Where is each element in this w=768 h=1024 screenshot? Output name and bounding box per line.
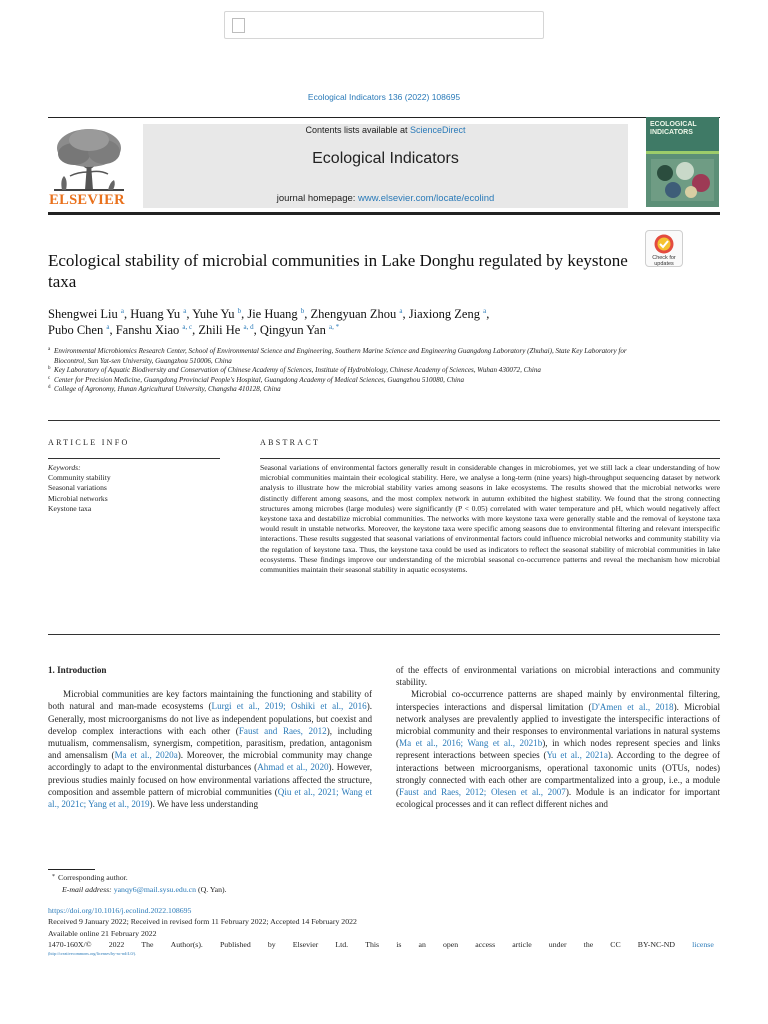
author-name: Jie Huang bbox=[247, 307, 298, 321]
body-text-run: ), in which nodes represent species and links represent interactions between species ( bbox=[396, 738, 720, 761]
sciencedirect-link[interactable]: ScienceDirect bbox=[410, 125, 466, 135]
author-name: Huang Yu bbox=[130, 307, 181, 321]
body-text-run: ). However, previous studies mainly focused on how environmental variations affected the structure, composition and assemble pattern of microbial communities ( bbox=[48, 762, 372, 797]
license-link[interactable]: license bbox=[692, 939, 714, 949]
author-name: Zhili He bbox=[198, 323, 241, 337]
citation-link[interactable]: Yu et al., 2021a bbox=[546, 750, 608, 761]
author-list-line-1: Shengwei Liu $^a$, Huang Yu $^a$, Yuhe Yu $^b$, Jie Huang $^b$, Zhengyuan Zhou $^a$, Jiaxiong Zeng $^a$, bbox=[48, 306, 490, 321]
author-affiliation-marker[interactable]: a bbox=[106, 322, 110, 331]
abstract-heading: ABSTRACT bbox=[260, 438, 321, 447]
affiliation-marker: d bbox=[48, 385, 51, 391]
keyword-item: Community stability bbox=[48, 473, 111, 483]
author-affiliation-marker[interactable]: a, c bbox=[182, 322, 193, 331]
author-name: Yuhe Yu bbox=[192, 307, 235, 321]
citation-link[interactable]: D'Amen et al., 2018 bbox=[591, 701, 674, 712]
author-name: Jiaxiong Zeng bbox=[408, 307, 480, 321]
body-column-left bbox=[48, 664, 372, 810]
author-affiliation-marker[interactable]: b bbox=[237, 306, 242, 315]
affiliation-item bbox=[48, 385, 648, 395]
footnote-rule bbox=[48, 869, 95, 870]
email-label: E-mail address: bbox=[62, 884, 112, 894]
article-info-rule bbox=[48, 458, 220, 459]
license-word: 2022 bbox=[108, 939, 125, 949]
body-text-run: ). Module is an indicator for important ecological processes and it can reflect different niches and bbox=[396, 787, 720, 810]
section-heading-introduction: 1. Introduction bbox=[48, 665, 107, 675]
author-name: Qingyun Yan bbox=[259, 323, 326, 337]
author-list-line-2: Pubo Chen $^a$, Fanshu Xiao $^{a, c}$, Zhili He $^{a, d}$, Qingyun Yan $^{a, *}$ bbox=[48, 322, 340, 337]
author-name: Zhengyuan Zhou bbox=[310, 307, 397, 321]
citation-link[interactable]: Faust and Raes, 2012 bbox=[238, 725, 327, 736]
homepage-prefix: journal homepage: bbox=[276, 193, 359, 204]
citation-link[interactable]: Ma et al., 2016; Wang et al., 2021b bbox=[399, 738, 543, 749]
affiliation-text: Environmental Microbiomics Research Center, School of Environmental Science and Engineering, Southern Marine Science and Engineering Guangdong Laboratory (Zhuhai), State Key Laboratory for Biocontrol, Sun Yat-sen University, Guangzhou 510006, China bbox=[54, 347, 627, 365]
license-word: under bbox=[548, 939, 567, 949]
keywords-heading: Keywords: bbox=[48, 463, 81, 472]
keyword-item: Keystone taxa bbox=[48, 503, 92, 513]
cover-photo-icon bbox=[651, 159, 714, 201]
body-column-right bbox=[396, 664, 720, 810]
article-info-heading: ARTICLE INFO bbox=[48, 438, 130, 447]
body-text-run: Microbial communities are key factors maintaining the functioning and stability of both natural and man-made ecosystems ( bbox=[48, 689, 372, 712]
journal-name: Ecological Indicators bbox=[312, 150, 459, 167]
available-online-date: Available online 21 February 2022 bbox=[48, 928, 157, 938]
author-affiliation-marker[interactable]: a bbox=[483, 306, 487, 315]
abstract-end-rule bbox=[48, 634, 720, 635]
body-text-run: Microbial co-occurrence patterns are shaped mainly by environmental filtering, interspecies interactions and dispersal limitation ( bbox=[396, 689, 720, 712]
body-text-run: ). We have less understanding bbox=[149, 799, 258, 810]
license-word: BY-NC-ND bbox=[637, 939, 676, 949]
affiliation-marker: b bbox=[48, 366, 51, 372]
author-affiliation-marker[interactable]: a, * bbox=[328, 322, 340, 331]
corresponding-author-label: Corresponding author. bbox=[58, 873, 128, 882]
license-url-link[interactable]: (http://creativecommons.org/licenses/by-nc-nd/4.0/). bbox=[48, 951, 137, 957]
affiliation-item bbox=[48, 347, 648, 366]
license-word: by bbox=[267, 939, 276, 949]
cover-stripe bbox=[646, 151, 719, 154]
journal-homepage-line bbox=[143, 193, 628, 204]
intro-paragraph-1 bbox=[48, 688, 372, 810]
affiliations bbox=[48, 347, 648, 395]
check-updates-label: Check for updates bbox=[652, 255, 676, 267]
contents-prefix: Contents lists available at bbox=[305, 125, 411, 135]
license-word: Elsevier bbox=[292, 939, 319, 949]
publisher-logo-text: ELSEVIER bbox=[49, 192, 125, 208]
corresponding-author-note bbox=[52, 872, 458, 884]
keyword-item: Microbial networks bbox=[48, 493, 108, 503]
citation-link[interactable]: Lurgi et al., 2019; Oshiki et al., 2016 bbox=[211, 701, 367, 712]
license-word: open bbox=[442, 939, 459, 949]
citation-link[interactable]: Ma et al., 2020a bbox=[114, 750, 178, 761]
license-word: article bbox=[512, 939, 532, 949]
abstract-rule bbox=[260, 458, 720, 459]
license-word: an bbox=[418, 939, 426, 949]
body-text-run: ). According to the degree of interactions between microorganisms, operational taxonomic units (OTUs, nodes) strongly connected with each other are compartmentalized into a group, i.e., a module ( bbox=[396, 750, 720, 798]
affiliation-item bbox=[48, 366, 648, 376]
cover-title: ECOLOGICAL INDICATORS bbox=[650, 121, 697, 136]
citation-link[interactable]: Ahmad et al., 2020 bbox=[257, 762, 329, 773]
affiliation-marker: a bbox=[48, 347, 51, 352]
keyword-list bbox=[48, 473, 220, 514]
keywords-block bbox=[48, 463, 220, 514]
body-text-run: ), including mutualism, commensalism, synergism, competition, parasitism, predation, antagonism and amensalism ( bbox=[48, 725, 373, 761]
author-name: Fanshu Xiao bbox=[115, 323, 180, 337]
check-for-updates-button[interactable] bbox=[645, 230, 683, 267]
article-metadata bbox=[48, 905, 720, 958]
citation-link[interactable]: Qiu et al., 2021; Wang et al., 2021c; Yang et al., 2019 bbox=[48, 786, 372, 810]
contents-availability-line bbox=[143, 125, 628, 135]
footnotes bbox=[52, 872, 458, 895]
keyword-item: Seasonal variations bbox=[48, 483, 107, 493]
license-statement bbox=[48, 939, 714, 950]
author-affiliation-marker[interactable]: a bbox=[120, 306, 125, 315]
body-text-run: ). Moreover, the microbial community may change accordingly to adapt to the environmental disturbances ( bbox=[48, 750, 373, 773]
page-thumbnail-icon[interactable] bbox=[232, 18, 245, 33]
journal-cover-image bbox=[646, 117, 719, 207]
journal-citation[interactable]: Ecological Indicators 136 (2022) 108695 bbox=[307, 92, 461, 102]
email-note bbox=[58, 884, 458, 896]
license-word: Author(s). bbox=[170, 939, 203, 949]
affiliation-text: Center for Precision Medicine, Guangdong Provincial People's Hospital, Guangdong Academy of Medical Sciences, Guangzhou 510080, China bbox=[54, 375, 465, 384]
citation-link[interactable]: Faust and Raes, 2012; Olesen et al., 2007 bbox=[399, 787, 566, 798]
email-suffix: (Q. Yan). bbox=[197, 884, 227, 894]
check-updates-icon bbox=[646, 232, 682, 256]
license-word: The bbox=[141, 939, 154, 949]
license-word: access bbox=[475, 939, 496, 949]
journal-homepage-link[interactable]: www.elsevier.com/locate/ecolind bbox=[358, 193, 495, 204]
author-affiliation-marker[interactable]: a, d bbox=[243, 322, 254, 331]
license-word: Published bbox=[219, 939, 251, 949]
license-word: is bbox=[396, 939, 402, 949]
author-name: Pubo Chen bbox=[48, 323, 104, 337]
email-link[interactable]: yanqy6@mail.sysu.edu.cn bbox=[113, 884, 197, 894]
license-word: This bbox=[365, 939, 380, 949]
abstract-text: Seasonal variations of environmental factors generally result in considerable changes in microbiomes, yet we still lack a clear understanding of how microbial communities maintain their ecological stability. Here, we analyse a long-term (nine years) high-throughput sequencing dataset by network analysis to illustrate how the microbial stability varies among seasons in lake ecosystems. The results showed that the microbial networks were distinctly different among seasons, and the most complex network in autumn exhibited the highest stability. We found that the strong connecting structures among microbes (large modules) were significantly (P < 0.05) correlated with water temperature and pH, which would negatively affect keystone taxa and destabilize microbial communities. The networks with more keystone taxa were generally stable and the removal of keystone taxa would result in unstable networks. Moreover, the keystone taxa were specific among seasons due to environmental filtering and relevant interspecific interactions. These results suggested that seasonal variations of environmental factors could influence microbial networks and community stability via the regulation of keystone taxa. Thus, the keystone taxa could be used as indicators to reflect the seasonal stability of microbial communities in lake ecosystems. These findings improve our understanding of the microbial seasonal co-occurrence patterns and reveal the mechanism how microbial communities maintain their seasonal stability in aquatic ecosystems. bbox=[260, 463, 720, 575]
author-affiliation-marker[interactable]: a bbox=[183, 306, 187, 315]
affiliation-item bbox=[48, 376, 648, 386]
body-text-run: ). Generally, most microorganisms do not live as independent populations, but coexist and develop complex interactions with each other ( bbox=[48, 701, 372, 736]
section-rule bbox=[48, 420, 720, 421]
top-toolbar-box[interactable] bbox=[224, 11, 544, 39]
affiliation-text: College of Agronomy, Hunan Agricultural University, Changsha 410128, China bbox=[54, 385, 281, 394]
intro-paragraph-continuation bbox=[396, 664, 720, 688]
footnote-asterisk: * bbox=[52, 874, 55, 880]
affiliation-marker: c bbox=[48, 375, 51, 381]
license-word: 1470-160X/© bbox=[48, 939, 92, 949]
intro-paragraph-2 bbox=[396, 688, 720, 810]
license-word: Ltd. bbox=[335, 939, 349, 949]
header-rule-top bbox=[48, 117, 720, 118]
license-word: CC bbox=[610, 939, 621, 949]
doi-link[interactable]: https://doi.org/10.1016/j.ecolind.2022.108695 bbox=[48, 906, 192, 915]
author-affiliation-marker[interactable]: b bbox=[300, 306, 305, 315]
body-text-run: ). Microbial network analyses are prevalently applied to investigate the interspecific interactions of microbial community and their responses to environmental variations in natural systems ( bbox=[396, 701, 720, 749]
header-rule-bottom bbox=[48, 212, 720, 215]
body-text-run: of the effects of environmental variations on microbial interactions and community stability. bbox=[396, 665, 720, 688]
author-affiliation-marker[interactable]: a bbox=[399, 306, 403, 315]
author-name: Shengwei Liu bbox=[48, 307, 118, 321]
affiliation-text: Key Laboratory of Aquatic Biodiversity and Conservation of Chinese Academy of Sciences, Institute of Hydrobiology, Chinese Academy of Sciences, Wuhan 430072, China bbox=[54, 366, 541, 375]
license-word: the bbox=[583, 939, 594, 949]
received-dates: Received 9 January 2022; Received in revised form 11 February 2022; Accepted 14 February 2022 bbox=[48, 917, 357, 927]
paper-title: Ecological stability of microbial communities in Lake Donghu regulated by keystone taxa bbox=[48, 251, 628, 291]
